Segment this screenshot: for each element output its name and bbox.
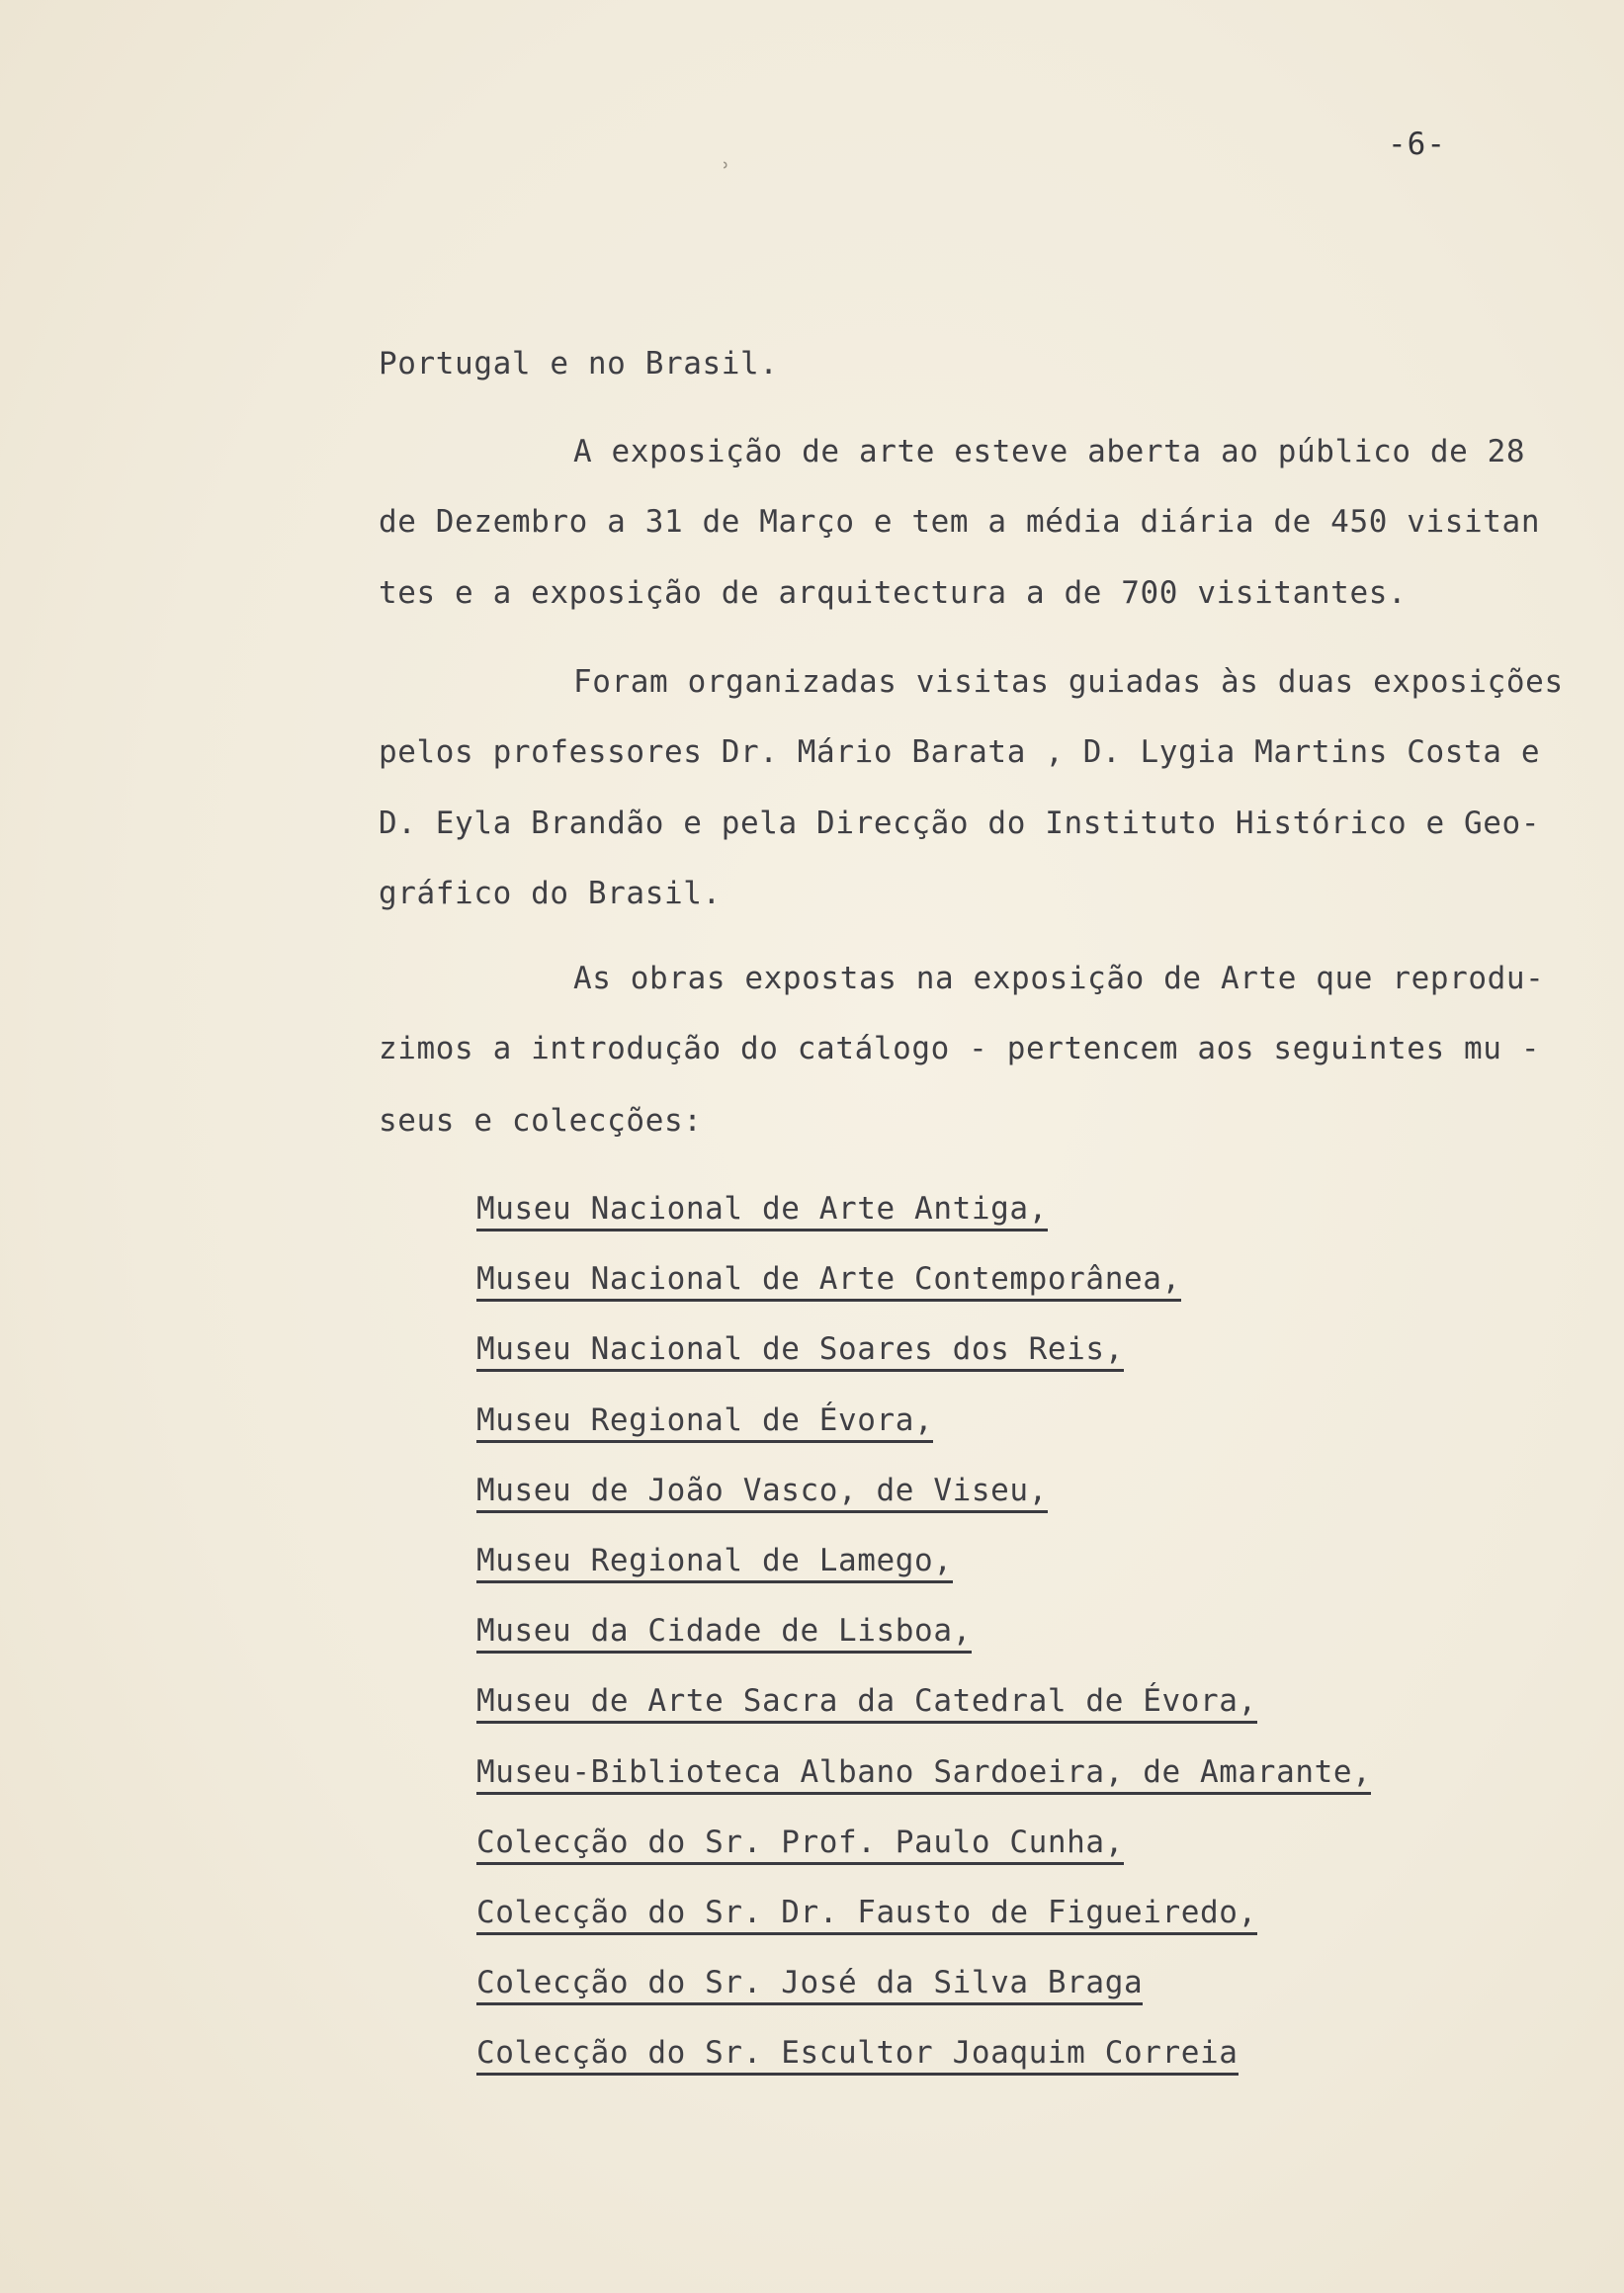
- collections-list: [476, 1189, 1371, 2103]
- list-item: [476, 1893, 1371, 1963]
- collection-name: Museu Nacional de Soares dos Reis,: [476, 1331, 1124, 1372]
- list-item: [476, 1752, 1371, 1823]
- list-item: [476, 1329, 1371, 1400]
- page-number: -6-: [1388, 127, 1446, 162]
- text-line: seus e colecções:: [379, 1103, 703, 1139]
- list-item: [476, 1611, 1371, 1681]
- list-item: [476, 1471, 1371, 1541]
- text-line: Foram organizadas visitas guiadas às duas exposições: [573, 664, 1564, 700]
- text-line: pelos professores Dr. Mário Barata , D. Lygia Martins Costa e: [379, 734, 1541, 770]
- text-line: As obras expostas na exposição de Arte que reprodu-: [573, 961, 1545, 996]
- collection-name: Museu de Arte Sacra da Catedral de Évora,: [476, 1683, 1257, 1724]
- paper-mark: ʾ: [718, 158, 733, 188]
- text-line: zimos a introdução do catálogo - pertencem aos seguintes mu -: [379, 1031, 1541, 1066]
- collection-name: Museu Nacional de Arte Antiga,: [476, 1191, 1048, 1231]
- list-item: [476, 1963, 1371, 2033]
- list-item: [476, 1401, 1371, 1471]
- text-line: Portugal e no Brasil.: [379, 346, 779, 382]
- list-item: [476, 1823, 1371, 1893]
- text-line: gráfico do Brasil.: [379, 876, 722, 911]
- text-line: de Dezembro a 31 de Março e tem a média diária de 450 visitan: [379, 504, 1541, 540]
- list-item: [476, 2033, 1371, 2103]
- collection-name: Museu Nacional de Arte Contemporânea,: [476, 1261, 1181, 1302]
- collection-name: Colecção do Sr. Dr. Fausto de Figueiredo,: [476, 1895, 1257, 1935]
- list-item: [476, 1681, 1371, 1751]
- collection-name: Museu-Biblioteca Albano Sardoeira, de Amarante,: [476, 1754, 1371, 1795]
- list-item: [476, 1541, 1371, 1611]
- collection-name: Museu Regional de Évora,: [476, 1402, 933, 1443]
- text-line: tes e a exposição de arquitectura a de 700 visitantes.: [379, 575, 1408, 611]
- text-line: A exposição de arte esteve aberta ao público de 28: [573, 434, 1526, 469]
- collection-name: Museu da Cidade de Lisboa,: [476, 1613, 972, 1654]
- text-line: D. Eyla Brandão e pela Direcção do Instituto Histórico e Geo-: [379, 806, 1541, 841]
- list-item: [476, 1259, 1371, 1329]
- collection-name: Museu Regional de Lamego,: [476, 1543, 953, 1583]
- collection-name: Colecção do Sr. Prof. Paulo Cunha,: [476, 1825, 1124, 1865]
- list-item: [476, 1189, 1371, 1259]
- collection-name: Museu de João Vasco, de Viseu,: [476, 1473, 1048, 1513]
- collection-name: Colecção do Sr. Escultor Joaquim Correia: [476, 2035, 1239, 2076]
- collection-name: Colecção do Sr. José da Silva Braga: [476, 1965, 1143, 2005]
